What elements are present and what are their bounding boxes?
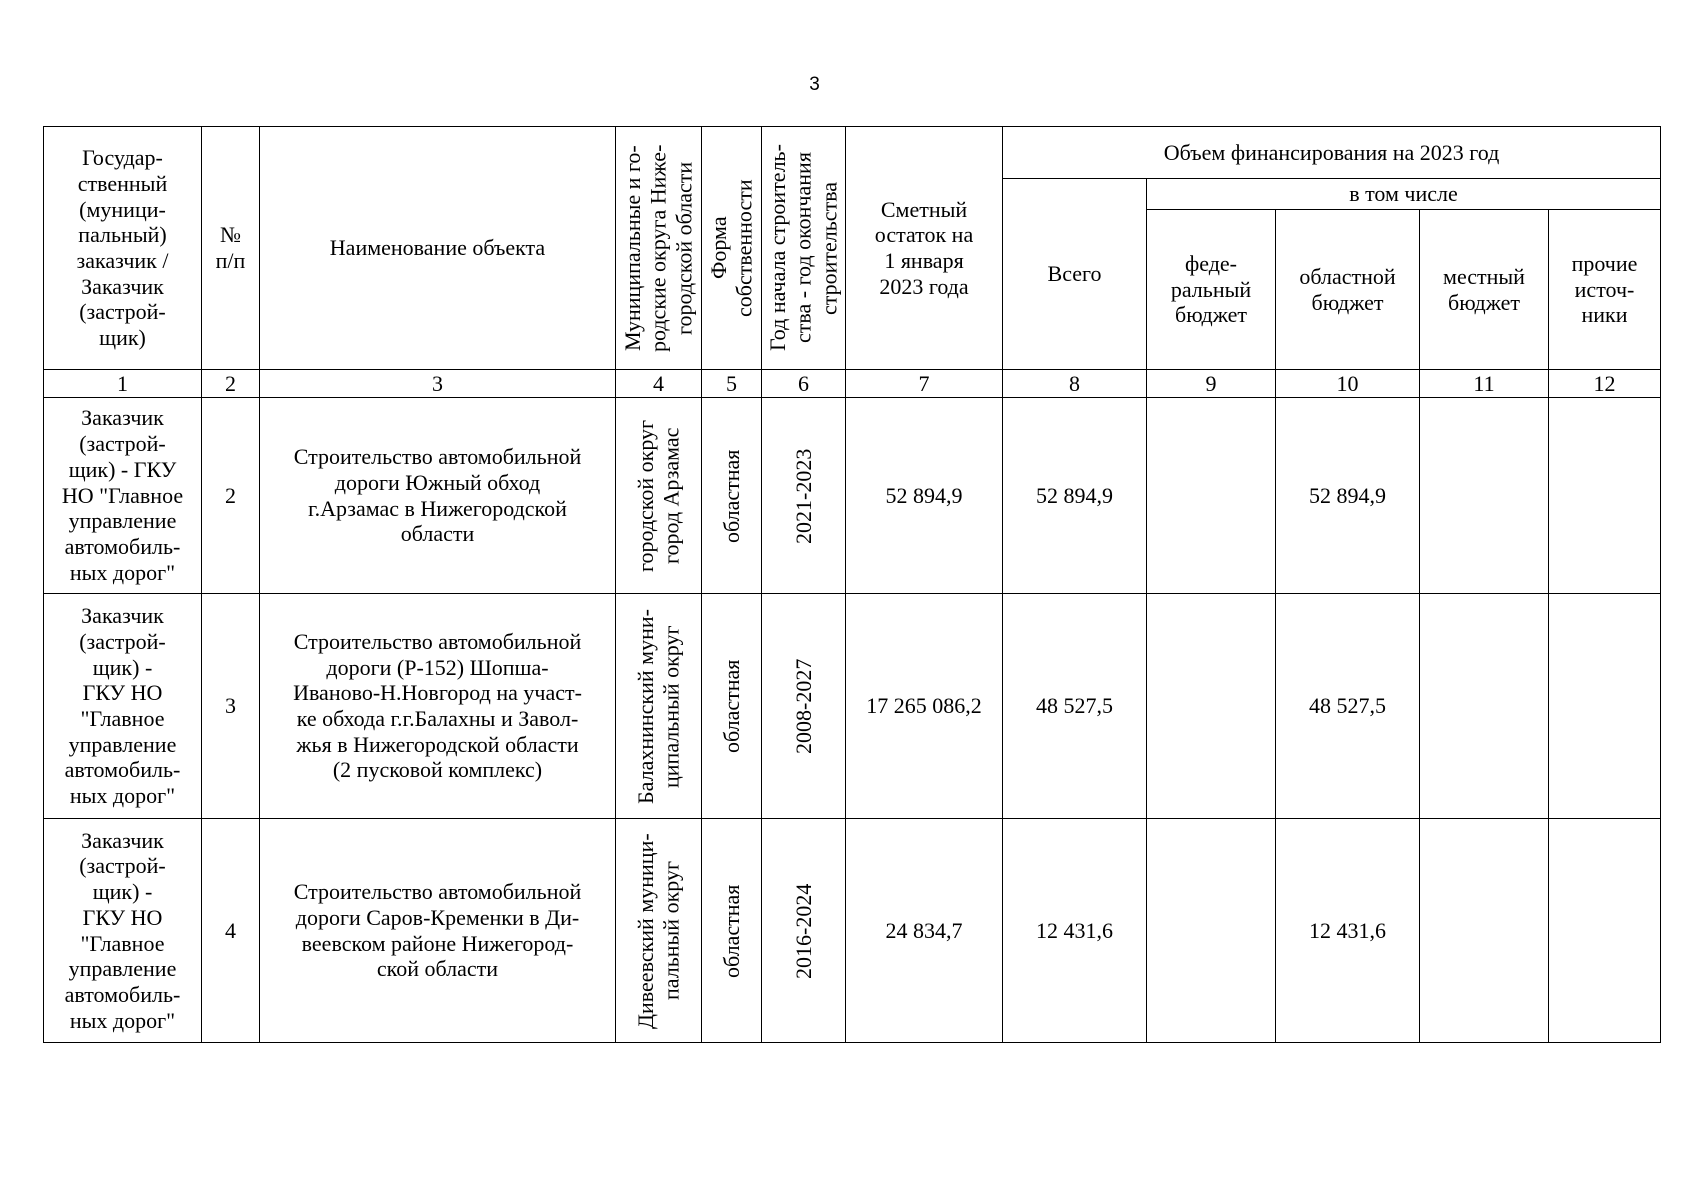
row-years xyxy=(762,398,846,594)
row-total: 48 527,5 xyxy=(1003,594,1147,819)
row-regional: 52 894,9 xyxy=(1276,398,1420,594)
row-customer-text: Заказчик (застрой- щик) - ГКУ НО "Главное управление автомобиль- ных дорог" xyxy=(64,603,181,809)
header-regional xyxy=(1276,210,1420,370)
header-other-text: прочие источ- ники xyxy=(1571,250,1638,328)
column-number: 4 xyxy=(616,370,702,398)
row-number: 2 xyxy=(202,398,260,594)
header-including xyxy=(1147,179,1661,210)
header-municipality xyxy=(616,127,702,370)
row-object-name xyxy=(260,819,616,1043)
table-row xyxy=(44,398,1661,594)
row-ownership-text: областная xyxy=(718,659,744,753)
row-number: 4 xyxy=(202,819,260,1043)
header-municipality-text: Муниципальные и го- родские округа Ниже- городской области xyxy=(619,144,697,352)
header-total xyxy=(1003,179,1147,370)
header-federal xyxy=(1147,210,1276,370)
column-number: 7 xyxy=(846,370,1003,398)
header-estimated-balance xyxy=(846,127,1003,370)
header-ownership-text: Форма собственности xyxy=(705,179,757,317)
header-customer xyxy=(44,127,202,370)
header-local-text: местный бюджет xyxy=(1443,263,1525,315)
row-municipality xyxy=(616,594,702,819)
row-ownership xyxy=(702,819,762,1043)
header-number xyxy=(202,127,260,370)
row-local xyxy=(1420,819,1549,1043)
row-municipality xyxy=(616,398,702,594)
row-other xyxy=(1549,398,1661,594)
row-federal xyxy=(1147,594,1276,819)
row-municipality-text: Дивеевский муници- пальный округ xyxy=(632,832,684,1029)
header-regional-text: областной бюджет xyxy=(1299,263,1396,315)
table-row xyxy=(44,594,1661,819)
header-years-text: Год начала строитель- ства - год окончания строительства xyxy=(764,144,842,352)
page-number: 3 xyxy=(809,74,820,95)
row-customer-text: Заказчик (застрой- щик) - ГКУ НО "Главное управление автомобиль- ных дорог" xyxy=(61,405,184,585)
header-local xyxy=(1420,210,1549,370)
row-regional: 48 527,5 xyxy=(1276,594,1420,819)
header-estimated-balance-text: Сметный остаток на 1 января 2023 года xyxy=(874,196,974,299)
header-ownership xyxy=(702,127,762,370)
row-years-text: 2008-2027 xyxy=(790,658,816,754)
header-customer-text: Государ- ственный (муници- пальный) заказчик / Заказчик (застрой- щик) xyxy=(76,145,169,351)
row-object-name xyxy=(260,594,616,819)
column-number: 9 xyxy=(1147,370,1276,398)
row-total: 12 431,6 xyxy=(1003,819,1147,1043)
row-ownership-text: областная xyxy=(718,883,744,978)
column-number: 11 xyxy=(1420,370,1549,398)
row-years xyxy=(762,594,846,819)
row-estimated-balance: 24 834,7 xyxy=(846,819,1003,1043)
row-customer xyxy=(44,398,202,594)
column-number: 2 xyxy=(202,370,260,398)
row-customer-text: Заказчик (застрой- щик) - ГКУ НО "Главное управление автомобиль- ных дорог" xyxy=(64,827,181,1033)
row-customer xyxy=(44,819,202,1043)
row-local xyxy=(1420,398,1549,594)
row-customer xyxy=(44,594,202,819)
row-object-name xyxy=(260,398,616,594)
row-estimated-balance: 52 894,9 xyxy=(846,398,1003,594)
row-years xyxy=(762,819,846,1043)
row-other xyxy=(1549,819,1661,1043)
row-other xyxy=(1549,594,1661,819)
row-object-name-text: Строительство автомобильной дороги Саров-Кременки в Ди- веевском районе Нижегород- ской области xyxy=(293,879,582,982)
row-ownership xyxy=(702,594,762,819)
header-object-name xyxy=(260,127,616,370)
header-years xyxy=(762,127,846,370)
row-municipality-text: городской округ город Арзамас xyxy=(632,419,684,572)
row-local xyxy=(1420,594,1549,819)
row-municipality-text: Балахнинский муни- ципальный округ xyxy=(632,608,684,804)
row-total: 52 894,9 xyxy=(1003,398,1147,594)
row-years-text: 2016-2024 xyxy=(790,882,816,979)
column-number: 8 xyxy=(1003,370,1147,398)
row-object-name-text: Строительство автомобильной дороги Южный обход г.Арзамас в Нижегородской области xyxy=(293,444,582,547)
column-number-row xyxy=(44,370,1661,398)
row-ownership-text: областная xyxy=(718,448,744,543)
column-number: 1 xyxy=(44,370,202,398)
table-row xyxy=(44,819,1661,1043)
row-federal xyxy=(1147,398,1276,594)
row-federal xyxy=(1147,819,1276,1043)
row-municipality xyxy=(616,819,702,1043)
row-regional: 12 431,6 xyxy=(1276,819,1420,1043)
column-number: 5 xyxy=(702,370,762,398)
header-other xyxy=(1549,210,1661,370)
row-years-text: 2021-2023 xyxy=(790,447,816,544)
header-financing-title-text: Объем финансирования на 2023 год xyxy=(1163,139,1500,165)
column-number: 10 xyxy=(1276,370,1420,398)
column-number: 6 xyxy=(762,370,846,398)
header-federal-text: феде- ральный бюджет xyxy=(1170,250,1252,328)
header-total-text: Всего xyxy=(1047,261,1102,287)
financing-table xyxy=(43,126,1661,1043)
row-estimated-balance: 17 265 086,2 xyxy=(846,594,1003,819)
header-financing-title xyxy=(1003,127,1661,179)
row-object-name-text: Строительство автомобильной дороги (Р-152) Шопша- Иваново-Н.Новгород на участ- ке обхода г.г.Балахны и Завол- жья в Нижегородской области (2 пусковой комплекс) xyxy=(293,628,582,783)
column-number: 3 xyxy=(260,370,616,398)
row-number: 3 xyxy=(202,594,260,819)
column-number: 12 xyxy=(1549,370,1661,398)
header-row-1 xyxy=(44,127,1661,179)
header-object-name-text: Наименование объекта xyxy=(329,235,546,261)
header-number-text: № п/п xyxy=(215,222,246,273)
header-including-text: в том числе xyxy=(1349,181,1458,207)
row-ownership xyxy=(702,398,762,594)
